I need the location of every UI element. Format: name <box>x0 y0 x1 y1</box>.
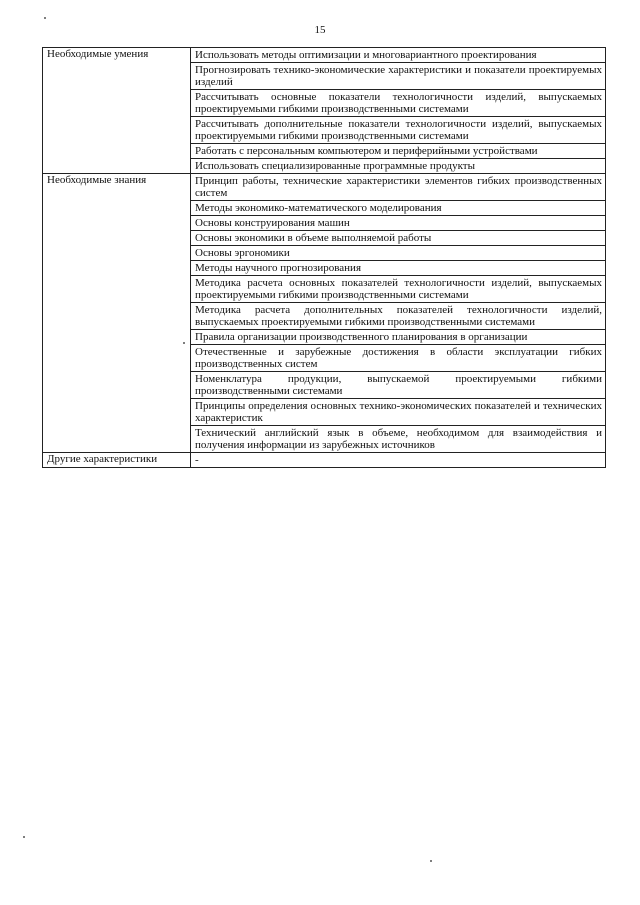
scan-speck <box>183 342 185 344</box>
skill-item: Использовать специализированные программные продукты <box>191 159 606 174</box>
knowledge-item: Основы экономики в объеме выполняемой работы <box>191 231 606 246</box>
knowledge-item: Основы эргономики <box>191 246 606 261</box>
skill-item: Работать с персональным компьютером и периферийными устройствами <box>191 144 606 159</box>
knowledge-item: Методика расчета дополнительных показателей технологичности изделий, выпускаемых проектируемыми гибкими производственными системами <box>191 303 606 330</box>
scan-speck <box>44 17 46 19</box>
knowledge-item: Принцип работы, технические характеристики элементов гибких производственных систем <box>191 174 606 201</box>
knowledge-item: Правила организации производственного планирования в организации <box>191 330 606 345</box>
requirements-table <box>42 47 606 468</box>
other-value: - <box>191 453 606 468</box>
table-row <box>43 48 606 63</box>
scan-speck <box>430 860 432 862</box>
scan-speck <box>23 836 25 838</box>
page-number: 15 <box>314 24 326 36</box>
knowledge-item: Методика расчета основных показателей технологичности изделий, выпускаемых проектируемыми гибкими производственными системами <box>191 276 606 303</box>
knowledge-item: Методы экономико-математического моделирования <box>191 201 606 216</box>
skill-item: Рассчитывать дополнительные показатели технологичности изделий, выпускаемых проектируемыми гибкими производственными системами <box>191 117 606 144</box>
skills-label: Необходимые умения <box>43 48 191 174</box>
table-row <box>43 453 606 468</box>
table-row <box>43 174 606 201</box>
skill-item: Рассчитывать основные показатели технологичности изделий, выпускаемых проектируемыми гибкими производственными системами <box>191 90 606 117</box>
other-label: Другие характеристики <box>43 453 191 468</box>
knowledge-item: Отечественные и зарубежные достижения в области эксплуатации гибких производственных систем <box>191 345 606 372</box>
knowledge-item: Принципы определения основных технико-экономических показателей и технических характеристик <box>191 399 606 426</box>
knowledge-item: Технический английский язык в объеме, необходимом для взаимодействия и получения информации из зарубежных источников <box>191 426 606 453</box>
skill-item: Прогнозировать технико-экономические характеристики и показатели проектируемых изделий <box>191 63 606 90</box>
knowledge-item: Методы научного прогнозирования <box>191 261 606 276</box>
knowledge-item: Основы конструирования машин <box>191 216 606 231</box>
knowledge-item: Номенклатура продукции, выпускаемой проектируемыми гибкими производственными системами <box>191 372 606 399</box>
knowledge-label: Необходимые знания <box>43 174 191 453</box>
skill-item: Использовать методы оптимизации и многовариантного проектирования <box>191 48 606 63</box>
